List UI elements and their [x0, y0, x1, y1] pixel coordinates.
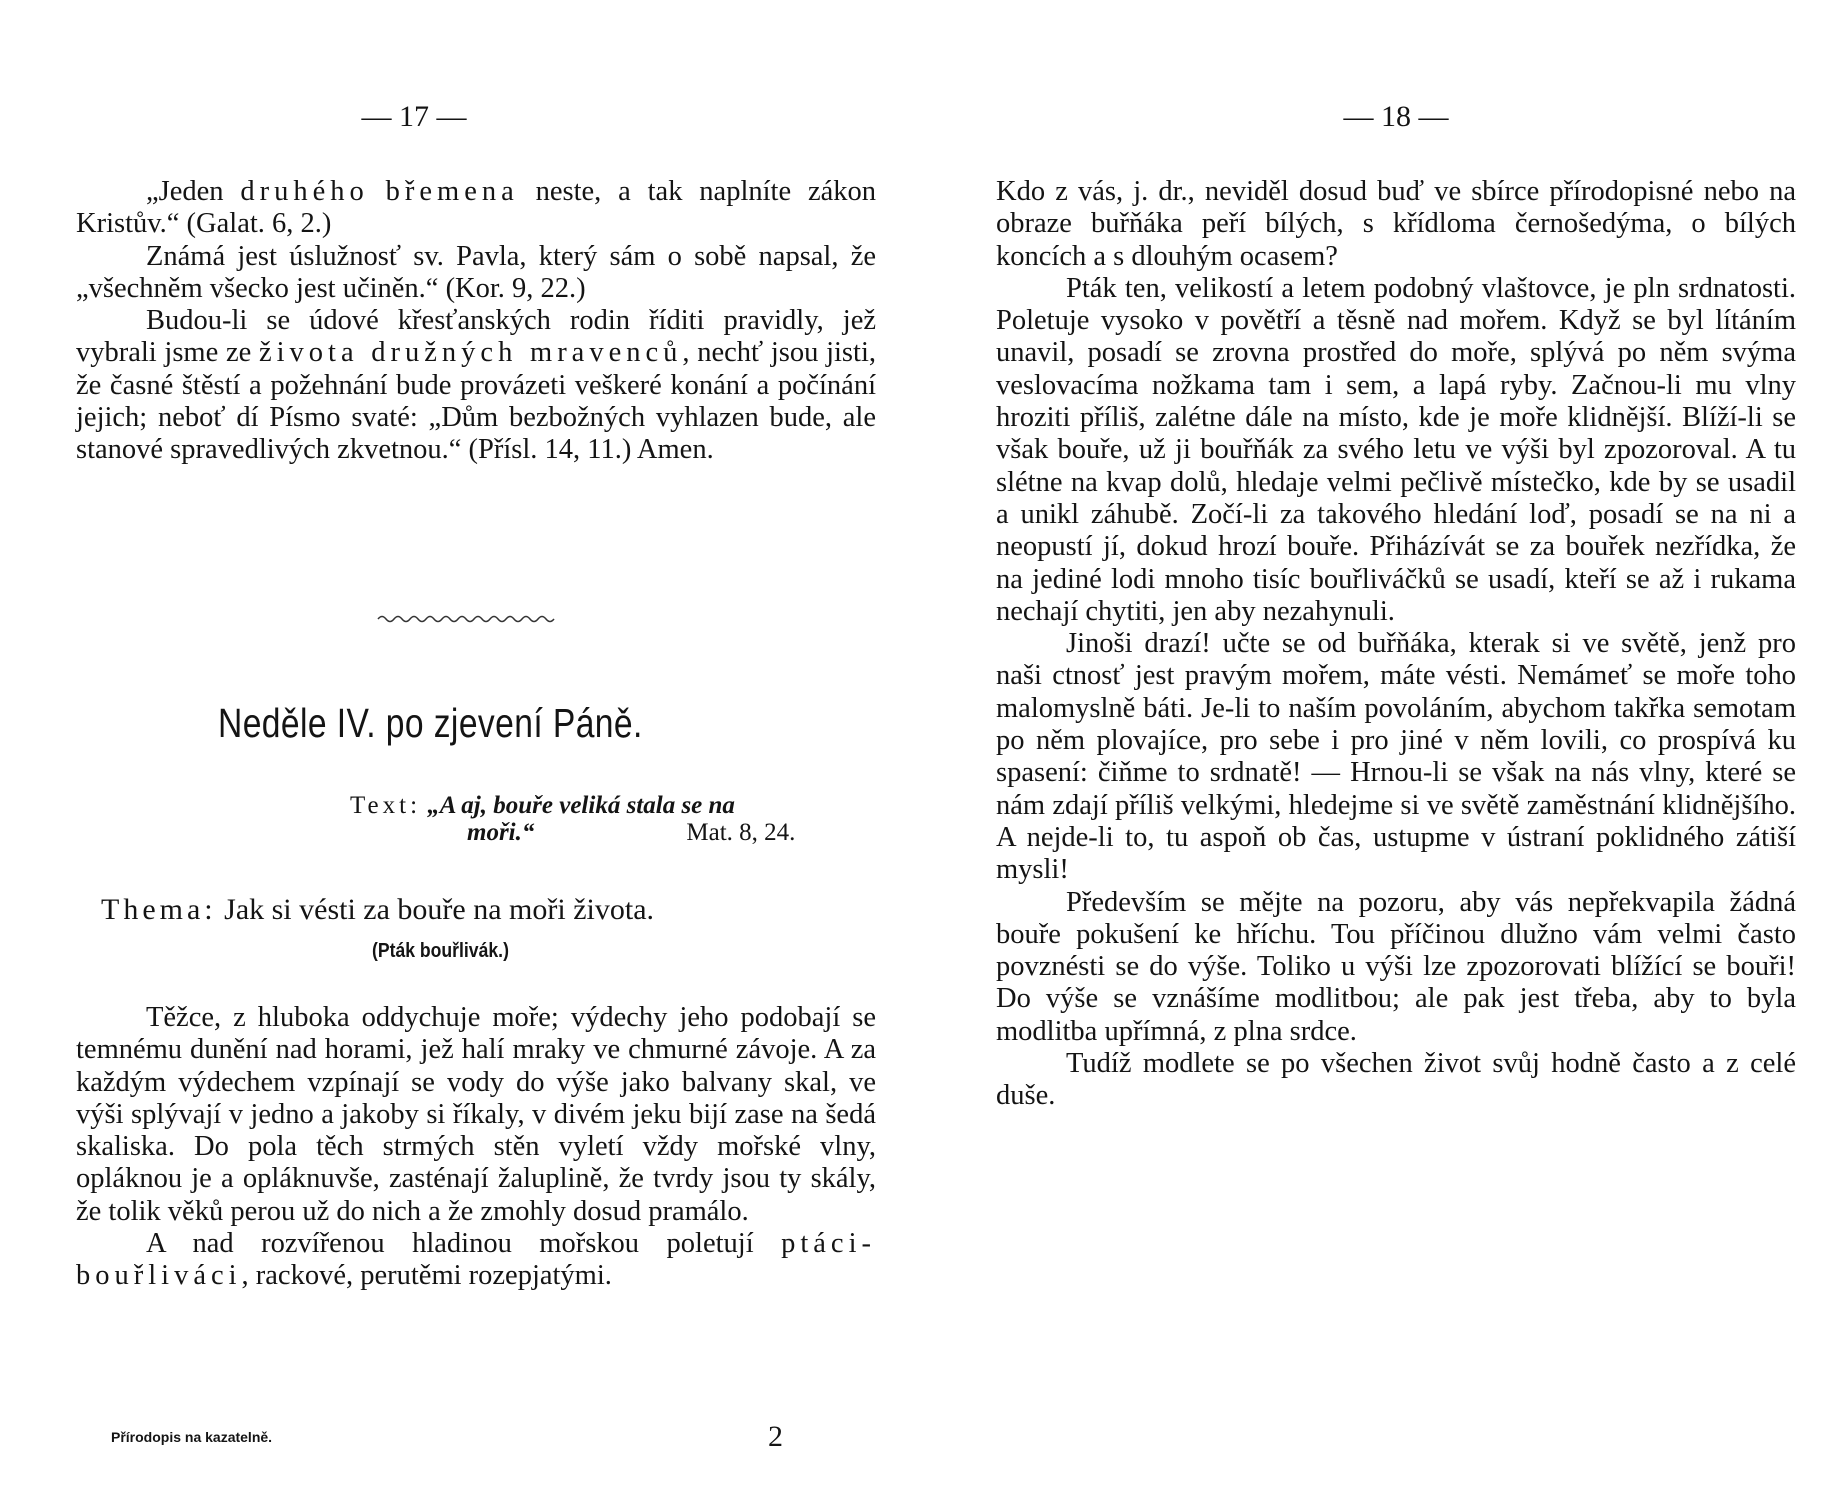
- paragraph: Pták ten, velikostí a letem podobný vlaštovce, je pln srdnatosti. Poletuje vysoko v povětří a těsně nad mořem. Když se byl lítáním unavil, posadí se zrovna prostřed do moře, splývá po něm svýma veslovacíma nožkama tam i sem, a lapá ryby. Začnou-li mu vlny hroziti příliš, zalétne dále na místo, kde je moře klidnější. Blíží-li se však bouře, už ji bouřňák za svého letu ve výši byl zpozoroval. A tu slétne na kvap dolů, hledaje velmi pečlivě místečko, kde by se usadil a unikl záhubě. Zočí-li za takového hledání loď, posadí se na ni a neopustí jí, dokud hrozí bouře. Přiházívát se za bouřek nezřídka, že na jediné lodi mnoho tisíc bouřliváčků se usadí, kteří se až i rukama nechají chytiti, jen aby nezahynuli.: [996, 272, 1796, 627]
- page-number: — 18 —: [1343, 100, 1449, 133]
- paragraph: Kdo z vás, j. dr., neviděl dosud buď ve sbírce přírodopisné nebo na obraze buřňáka peří bílých, s křídloma černošedýma, o bílých koncích a s dlouhým ocasem?: [996, 176, 1796, 272]
- left-page: [76, 0, 876, 1500]
- paragraph: Těžce, z hluboka oddychuje moře; výdechy jeho podobají se temnému dunění nad horami, jež halí mraky ve chmurné závoje. A za každým výdechem vzpínají se vody do výše jako balvany skal, ve výši splývají v jedno a jakoby si říkaly, v divém jeku bijí zase na šedá skaliska. Do pola těch strmých stěn vyletí vždy mořské vlny, opláknou je a opláknuvše, zasténají žaluplině, že tvrdy jsou ty skály, že tolik věků perou už do nich a že zmohly dosud pramálo.: [76, 1002, 876, 1227]
- paragraph: Známá jest úslužnosť sv. Pavla, který sám o sobě napsal, že „všechněm všecko jest učiněn.“ (Kor. 9, 22.): [76, 240, 876, 304]
- ornament-divider: [376, 612, 556, 626]
- signature-mark: 2: [768, 1420, 783, 1453]
- thema-line: Thema: Jak si vésti za bouře na moři života.: [101, 893, 655, 926]
- section-heading: Neděle IV. po zjevení Páně.: [218, 700, 643, 746]
- paragraph: Jinoši drazí! učte se od buřňáka, kterak si ve světě, jenž pro naši ctnosť jest pravým mořem, máte vésti. Nemámeť se moře toho malomyslně báti. Je-li to naším povoláním, abychom takřka semotam po něm plovajíce, pro sebe i pro jiné v něm lovili, co prospívá ku spasení: čiňme to srdnatě! — Hrnou-li se však na nás vlny, které se nám zdají příliš velkými, hledejme si ve světě zaměstnání klidnějšího. A nejde-li to, tu aspoň ob čas, ustupme v ústraní poklidného zátiší mysli!: [996, 628, 1796, 886]
- intro-text: [76, 176, 876, 467]
- sermon-body: [76, 1002, 876, 1293]
- footer-title: Přírodopis na kazatelně.: [111, 1429, 273, 1445]
- paragraph: Budou-li se údové křesťanských rodin říditi pravidly, jež vybrali jsme ze života družných mravenců, nechť jsou jisti, že časné štěstí a požehnání bude provázeti veškeré konání a počínání jejich; neboť dí Písmo svaté: „Dům bezbožných vyhlazen bude, ale stanové spravedlivých zkvetnou.“ (Přísl. 14, 11.) Amen.: [76, 305, 876, 466]
- paragraph: A nad rozvířenou hladinou mořskou poletují ptáci-bouřliváci, rackové, perutěmi rozepjatými.: [76, 1228, 876, 1292]
- sermon-body: [996, 176, 1796, 1113]
- scripture-reference: Text: „A aj, bouře veliká stala se na moři.“ Mat. 8, 24.: [350, 792, 796, 846]
- page-number: — 17 —: [361, 100, 467, 133]
- right-page: [996, 0, 1796, 1500]
- paragraph: Tudíž modlete se po všechen život svůj hodně často a z celé duše.: [996, 1048, 1796, 1112]
- paragraph: Především se mějte na pozoru, aby vás nepřekvapila žádná bouře pokušení ke hříchu. Tou příčinou dlužno vám velmi často povznésti se do výše. Toliko u výši lze zpozorovati blížící se bouři! Do výše se vznášíme modlitbou; ale pak jest třeba, aby to byla modlitba upřímná, z plna srdce.: [996, 886, 1796, 1047]
- subtitle: (Pták bouřlivák.): [372, 940, 509, 962]
- paragraph: „Jeden druhého břemena neste, a tak naplníte zákon Kristův.“ (Galat. 6, 2.): [76, 176, 876, 240]
